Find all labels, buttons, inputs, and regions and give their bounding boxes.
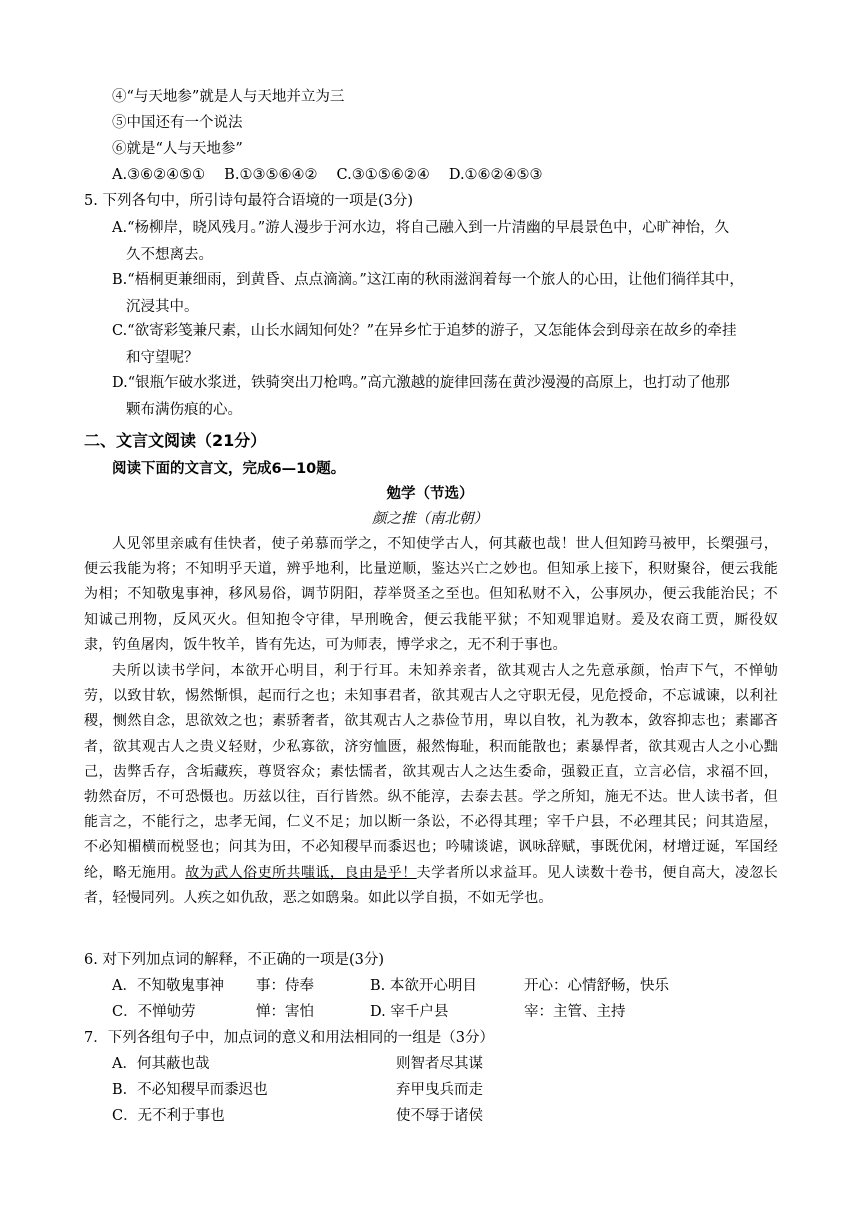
q7-option-b-right: 弃甲曳兵而走	[396, 1082, 483, 1098]
q6-option-d-def: 宰：主管、主持	[524, 1004, 626, 1020]
passage-author: 颜之推（南北朝）	[372, 511, 488, 527]
q5-stem: 5. 下列各句中，所引诗句最符合语境的一项是(3分)	[84, 193, 413, 209]
q4-item-6: ⑥就是“人与天地参”	[112, 141, 243, 157]
section-heading: 二、文言文阅读（21分）	[84, 431, 267, 450]
q7-option-b-left: B．不必知稷早而黍迟也	[112, 1082, 268, 1098]
q5-option-d: D.“银瓶乍破水浆迸，铁骑突出刀枪鸣。”高亢激越的旋律回荡在黄沙漫漫的高原上，也打动了他那	[112, 375, 730, 391]
q5-option-b-cont: 沉浸其中。	[126, 299, 199, 315]
passage-underlined-sentence: 故为武人俗吏所共嗤诋，良由是乎！	[185, 864, 417, 881]
q7-option-c-right: 使不辱于诸侯	[396, 1108, 483, 1124]
q6-stem: 6. 对下列加点词的解释，不正确的一项是(3分)	[84, 952, 384, 968]
passage-paragraph-2	[84, 659, 778, 911]
q6-option-a-word: A．不知敬鬼事神	[112, 978, 224, 994]
q5-option-c: C.“欲寄彩笺兼尺素，山长水阔知何处？”在异乡忙于追梦的游子，又怎能体会到母亲在故乡的牵挂	[112, 323, 737, 339]
q5-option-b: B.“梧桐更兼细雨，到黄昏、点点滴滴。”这江南的秋雨滋润着每一个旅人的心田，让他们徜徉其中，	[112, 272, 744, 288]
q6-option-a-def: 事：侍奉	[256, 978, 314, 994]
q6-option-c-def: 惮：害怕	[256, 1004, 314, 1020]
q5-option-d-cont: 颗布满伤痕的心。	[126, 402, 242, 418]
q6-option-d-word: D. 宰千户县	[370, 1004, 449, 1020]
q7-option-a-right: 则智者尽其谋	[396, 1056, 483, 1072]
section-instruction: 阅读下面的文言文，完成6—10题。	[112, 461, 346, 477]
q4-options: A.③⑥②④⑤① B.①③⑤⑥④② C.③①⑤⑥②④ D.①⑥②④⑤③	[112, 167, 543, 183]
q7-stem: 7．下列各组句子中，加点词的意义和用法相同的一组是（3分）	[84, 1030, 494, 1046]
passage-paragraph-2-text-b: 夫学者所以求益耳。见人读数十卷书，便自高大，凌忽长者，轻慢同列。人疾之如仇敌，恶之如鸱枭。如此以学自损，不如无学也。	[84, 864, 778, 906]
q5-option-c-cont: 和守望呢？	[126, 350, 199, 366]
q7-option-a-left: A．何其蔽也哉	[112, 1056, 210, 1072]
q5-option-a-cont: 久不想离去。	[126, 247, 213, 263]
q7-option-c-left: C．无不利于事也	[112, 1108, 225, 1124]
passage-paragraph-1: 人见邻里亲戚有佳快者，使子弟慕而学之，不知使学古人，何其蔽也哉！世人但知跨马被甲，长槊强弓，便云我能为将；不知明乎天道，辨乎地利，比量逆顺，鉴达兴亡之妙也。但知承上接下，积财聚谷，便云我能为相；不知敬鬼事神，移风易俗，调节阴阳，荐举贤圣之至也。但知私财不入，公事夙办，便云我能治民；不知诚己刑物，反风灭火。但知抱令守律，早刑晚舍，便云我能平狱；不知观罪追财。爰及农商工贾，厮役奴隶，钓鱼屠肉，饭牛牧羊，皆有先达，可为师表，博学求之，无不利于事也。	[84, 536, 778, 653]
q6-option-b-def: 开心：心情舒畅，快乐	[524, 978, 669, 994]
q5-option-a: A.“杨柳岸，晓风残月。”游人漫步于河水边，将自己融入到一片清幽的早晨景色中，心旷神怡，久	[112, 220, 730, 236]
q4-item-5: ⑤中国还有一个说法	[112, 115, 243, 131]
q6-option-b-word: B. 本欲开心明目	[370, 978, 477, 994]
q6-option-c-word: C．不惮劬劳	[112, 1004, 196, 1020]
passage-paragraph-2-text-a: 夫所以读书学问，本欲开心明目，利于行耳。未知养亲者，欲其观古人之先意承颜，怡声下气，不惮劬劳，以致甘软，惕然惭惧，起而行之也；未知事君者，欲其观古人之守职无侵，见危授命，不忘诚谏，以利社稷，恻然自念，思欲效之也；素骄奢者，欲其观古人之恭俭节用，卑以自牧，礼为教本，敛容抑志也；素鄙吝者，欲其观古人之贵义轻财，少私寡欲，济穷恤匮，赧然悔耻，积而能散也；素暴悍者，欲其观古人之小心黜己，齿弊舌存，含垢藏疾，尊贤容众；素怯懦者，欲其观古人之达生委命，强毅正直，立言必信，求福不回，勃然奋厉，不可恐慑也。历兹以往，百行皆然。纵不能淳，去泰去甚。学之所知，施无不达。世人读书者，但能言之，不能行之，忠孝无闻，仁义不足；加以断一条讼，不必得其理；宰千户县，不必理其民；问其造屋，不必知楣横而棁竖也；问其为田，不必知稷早而黍迟也；吟啸谈谑，讽咏辞赋，事既优闲，材增迂诞，军国经纶，略无施用。	[84, 663, 778, 881]
passage-title: 勉学（节选）	[386, 486, 474, 502]
q4-item-4: ④“与天地参”就是人与天地并立为三	[112, 89, 345, 105]
